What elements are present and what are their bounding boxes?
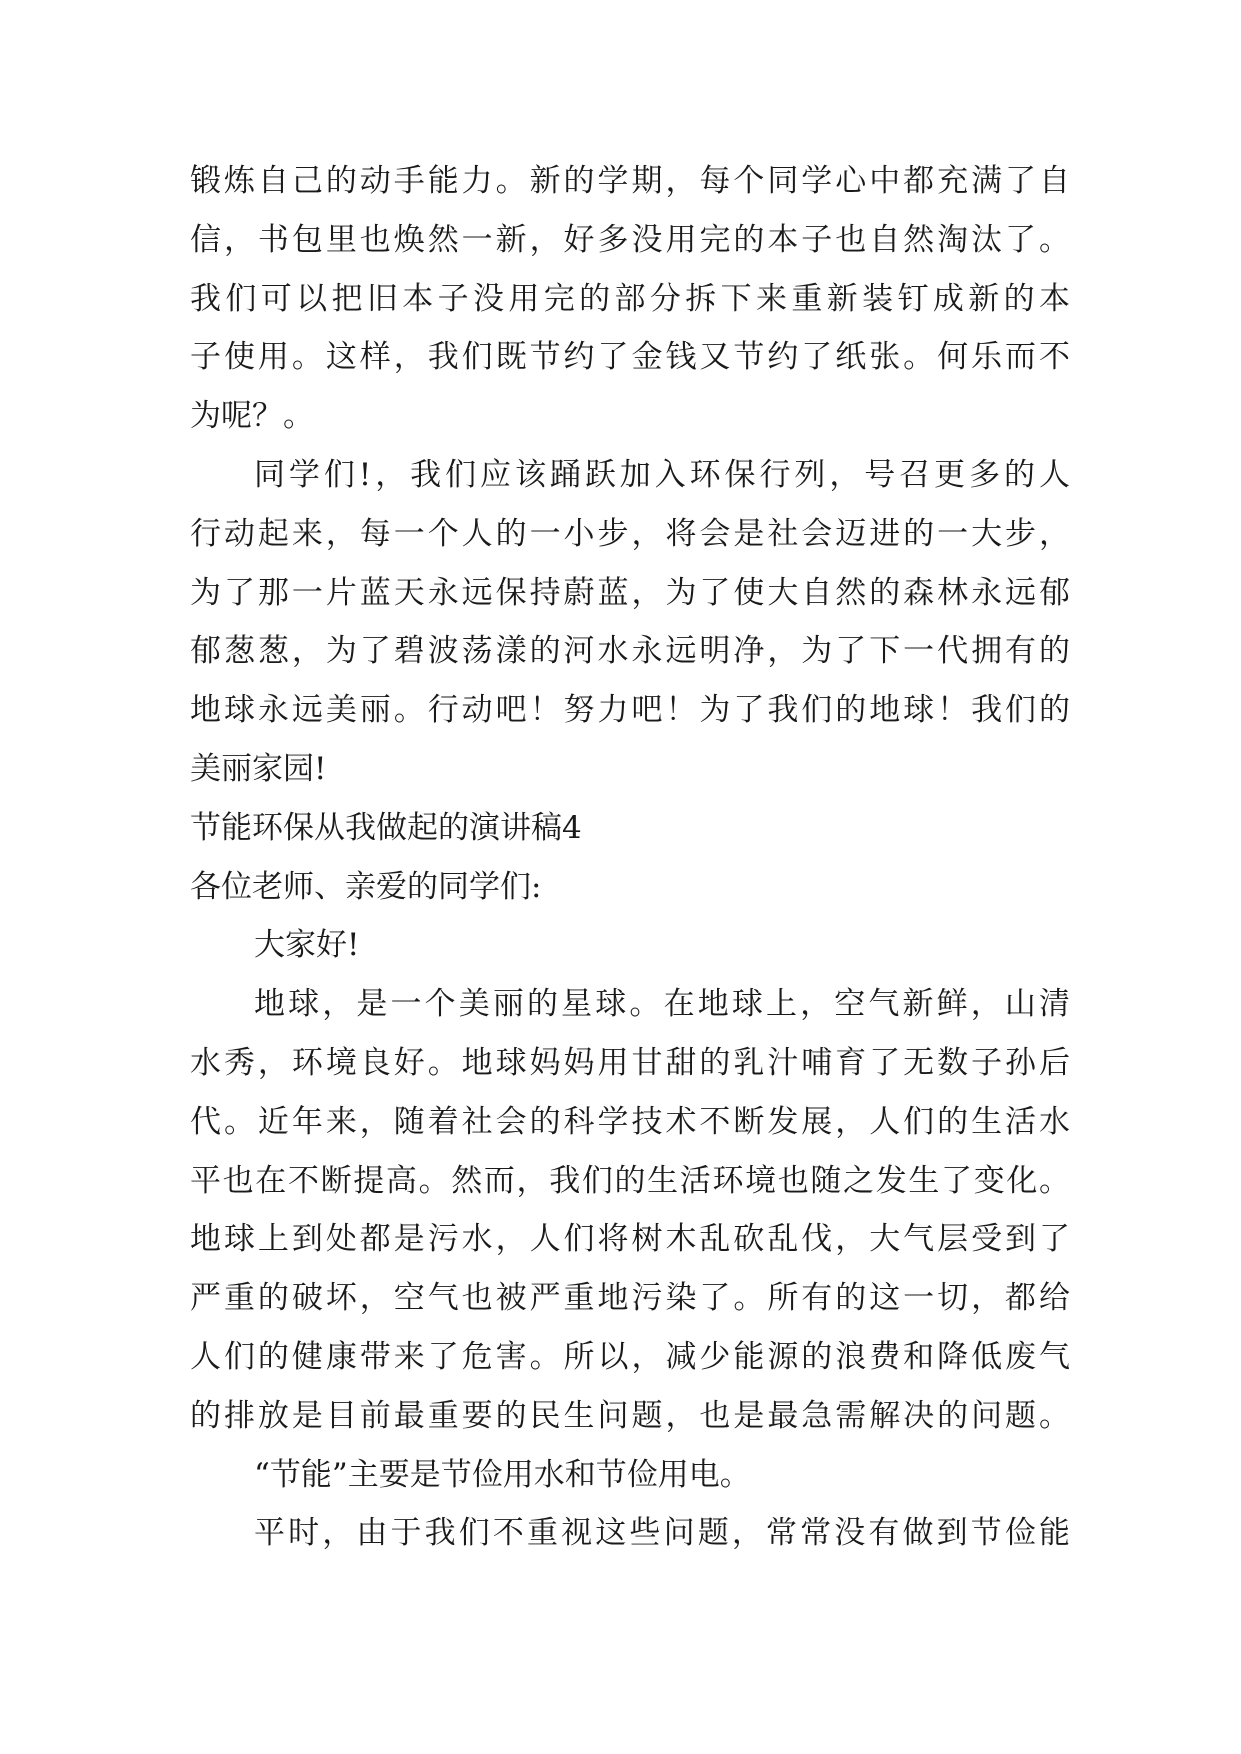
document-body	[190, 152, 1070, 1563]
text-line: 信，书包里也焕然一新，好多没用完的本子也自然淘汰了。	[190, 221, 1070, 258]
text-line: 代。近年来，随着社会的科学技术不断发展，人们的生活水	[190, 1103, 1070, 1140]
text-line: 美丽家园!	[190, 750, 327, 787]
text-line: 的排放是目前最重要的民生问题，也是最急需解决的问题。	[190, 1397, 1070, 1434]
paragraph-first-line: 平时，由于我们不重视这些问题，常常没有做到节俭能	[254, 1515, 1070, 1552]
text-line: 行动起来，每一个人的一小步，将会是社会迈进的一大步，	[190, 515, 1070, 552]
text-line: 子使用。这样，我们既节约了金钱又节约了纸张。何乐而不	[190, 339, 1070, 376]
text-line: 地球上到处都是污水，人们将树木乱砍乱伐，大气层受到了	[190, 1221, 1070, 1258]
text-line: 地球永远美丽。行动吧！努力吧！为了我们的地球！我们的	[190, 692, 1070, 729]
paragraph-first-line: 地球，是一个美丽的星球。在地球上，空气新鲜，山清	[254, 986, 1070, 1023]
text-line: 为了那一片蓝天永远保持蔚蓝，为了使大自然的森林永远郁	[190, 574, 1070, 611]
text-line: 人们的健康带来了危害。所以，减少能源的浪费和降低废气	[190, 1338, 1070, 1375]
paragraph-first-line: 同学们!，我们应该踊跃加入环保行列，号召更多的人	[254, 456, 1070, 493]
salutation: 各位老师、亲爱的同学们:	[190, 868, 542, 905]
text-line: 为呢？。	[190, 398, 314, 435]
section-title: 节能环保从我做起的演讲稿4	[190, 809, 582, 846]
text-line: 我们可以把旧本子没用完的部分拆下来重新装钉成新的本	[190, 280, 1070, 317]
text-line: 郁葱葱，为了碧波荡漾的河水永远明净，为了下一代拥有的	[190, 633, 1070, 670]
paragraph-first-line: “节能”主要是节俭用水和节俭用电。	[254, 1456, 751, 1493]
text-line: 水秀，环境良好。地球妈妈用甘甜的乳汁哺育了无数子孙后	[190, 1044, 1070, 1081]
greeting: 大家好!	[254, 927, 360, 964]
text-line: 平也在不断提高。然而，我们的生活环境也随之发生了变化。	[190, 1162, 1070, 1199]
text-line: 严重的破坏，空气也被严重地污染了。所有的这一切，都给	[190, 1280, 1070, 1317]
text-line: 锻炼自己的动手能力。新的学期，每个同学心中都充满了自	[190, 163, 1070, 199]
